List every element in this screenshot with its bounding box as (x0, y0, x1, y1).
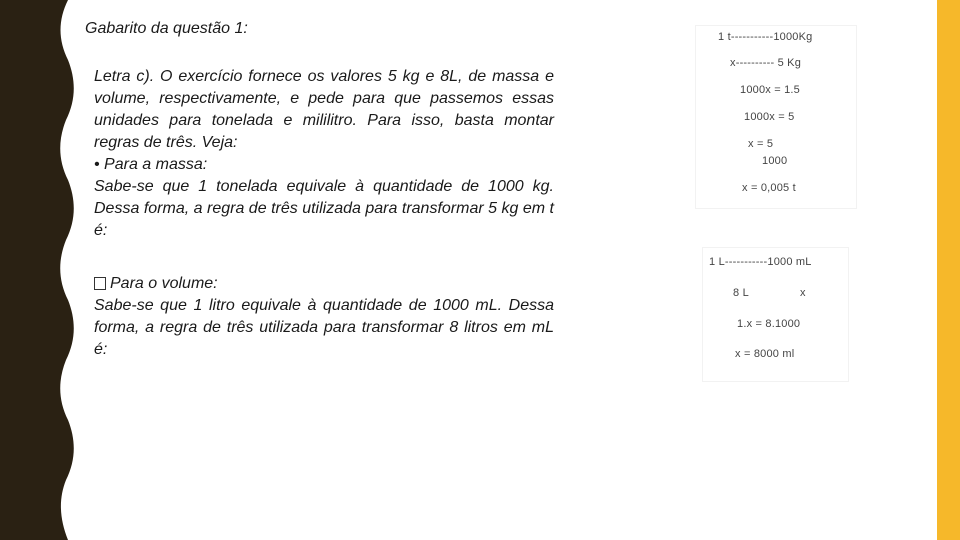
yellow-accent-band (937, 0, 960, 540)
volume-calculation-image (703, 248, 848, 381)
volume-calc-line: 1.x = 8.1000 (737, 318, 801, 330)
mass-calc-line: 1 t-----------1000Kg (718, 31, 813, 43)
volume-calc-line: 1 L-----------1000 mL (709, 256, 812, 268)
dark-wavy-border (0, 0, 80, 540)
volume-text-block (94, 273, 554, 361)
volume-bullet-line (94, 273, 554, 295)
slide-title: Gabarito da questão 1: (85, 20, 248, 37)
volume-calc-line: x (800, 287, 806, 299)
mass-calculation-image (696, 26, 856, 208)
mass-calc-line: x---------- 5 Kg (730, 57, 802, 69)
mass-calc-line: 1000x = 5 (744, 111, 795, 123)
answer-paragraph: Letra c). O exercício fornece os valores 5 kg e 8L, de massa e volume, respectivamente, e pede para que passemos essas unidades para tonelada e mililitro. Para isso, basta montar regras de três. Veja: (94, 68, 554, 151)
mass-calc-line: x = 5 (748, 138, 774, 150)
volume-calc-line: x = 8000 ml (735, 348, 795, 360)
volume-calc-line: 8 L (733, 287, 749, 299)
box-bullet-icon (94, 277, 106, 290)
mass-paragraph: Sabe-se que 1 tonelada equivale à quantidade de 1000 kg. Dessa forma, a regra de três utilizada para transformar 5 kg em t é: (94, 178, 554, 239)
mass-calc-line: 1000 (762, 155, 788, 167)
mass-bullet: • Para a massa: (94, 156, 208, 173)
volume-bullet: Para o volume: (110, 275, 218, 292)
mass-calc-line: 1000x = 1.5 (740, 84, 800, 96)
answer-text-block (94, 66, 554, 242)
mass-calc-line: x = 0,005 t (742, 182, 796, 194)
volume-paragraph: Sabe-se que 1 litro equivale à quantidade de 1000 mL. Dessa forma, a regra de três utilizada para transformar 8 litros em mL é: (94, 297, 554, 358)
